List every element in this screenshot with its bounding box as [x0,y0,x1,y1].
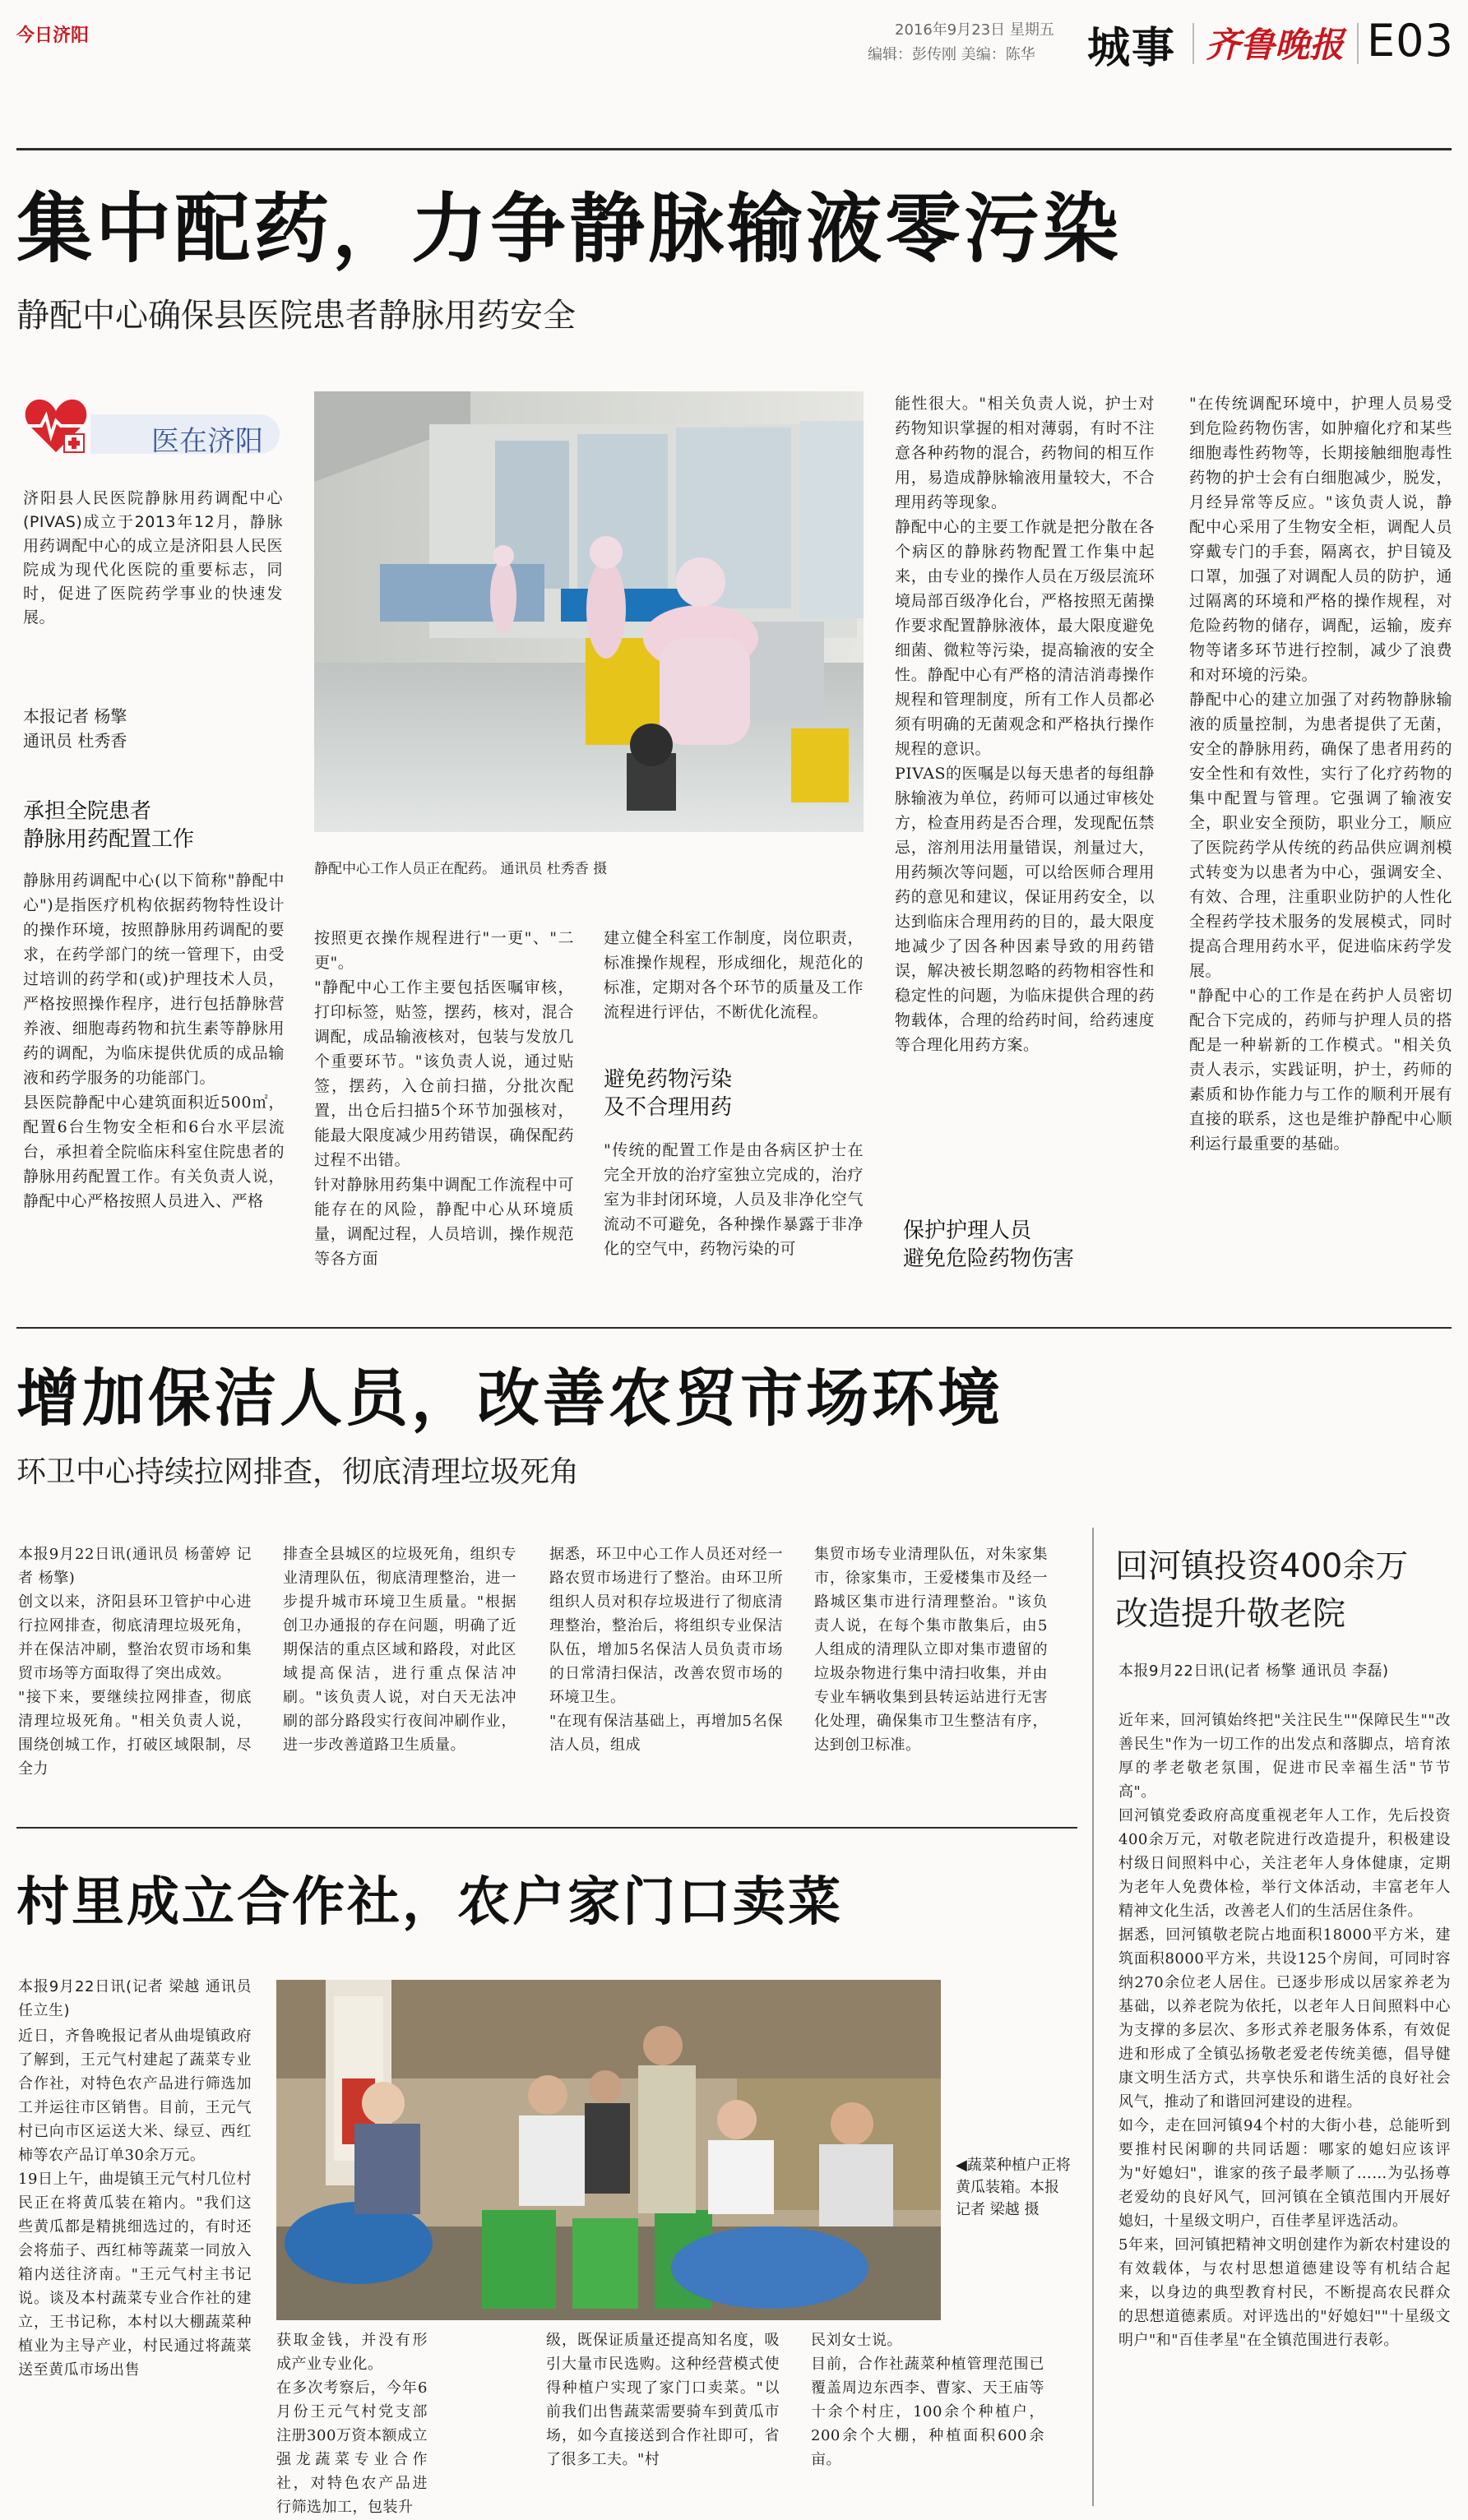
story4-byline: 本报9月22日讯(记者 梁越 通讯员 任立生) [18,1978,252,2019]
story3-body: 近年来，回河镇始终把"关注民生""保障民生""改善民生"作为一切工作的出发点和落脚点，培育浓厚的孝老敬老氛围，促进市民幸福生活"节节高"。 回河镇党委政府高度重视老年人工作，先后投资400余万元，对敬老院进行改造提升，积极建设村级日间照料中心，关注老年人身体健康，定期为老年人免费体检，举行文体活动，丰富老年人精神文化生活，改善老人们的生活居住条件。 据悉，回河镇敬老院占地面积18000平方米，建筑面积8000平方米，共设125个房间，可同时容纳270余位老人居住。已逐步形成以居家养老为基础，以养老院为依托，以老年人日间照料中心为支撑的多层次、多形式养老服务体系，有效促进和形成了全镇弘扬敬老爱老传统美德，倡导健康文明生活方式，共享快乐和谐生活的良好社会风气，推动了和谐回河建设的进程。 如今，走在回河镇94个村的大街小巷，总能听到要推村民闲聊的共同话题：哪家的媳妇应该评为"好媳妇"，谁家的孩子最孝顺了……为弘扬尊老爱幼的良好风气，回河镇在全镇范围内开展好媳妇，十星级文明户，百佳孝星评选活动。 5年来，回河镇把精神文明创建作为新农村建设的有效载体，与农村思想道德建设等有机结合起来，以身边的典型教育村民，不断提高农民群众的思想道德素质。对评选出的"好媳妇""十星级文明户"和"百佳孝星"在全镇范围进行表彰。 [1118,1712,1451,2349]
story4-column-1: 近日，齐鲁晚报记者从曲堤镇政府了解到，王元气村建起了蔬菜专业合作社，对特色农产品进行筛选加工并运往市区销售。目前，王元气村已向市区运送大米、绿豆、西红柿等农产品订单30余万元。 19日上午，曲堤镇王元气村几位村民正在将黄瓜装在箱内。"我们这些黄瓜都是精挑细选过的，有时还会将茄子、西红柿等蔬菜一同放入箱内送往济南。"王元气村主书记说。谈及本村蔬菜专业合作社的建立，王书记称，本村以大棚蔬菜种植业为主导产业，村民通过将蔬菜送至黄瓜市场出售 [18,2028,252,2379]
story4-column-4: 民刘女士说。 目前，合作社蔬菜种植管理范围已覆盖周边东西李、曹家、天王庙等十余个村庄，100余个种植户，200余个大棚，种植面积600余亩。 [811,2332,1044,2468]
story1-column-1: 静脉用药调配中心(以下简称"静配中心")是指医疗机构依据药物特性设计的操作环境，按照静脉用药调配的要求，在药学部门的统一管理下，由受过培训的药学和(或)护理技术人员，严格按照操作程序，进行包括静脉营养液、细胞毒药物和抗生素等静脉用药的调配，为临床提供优质的成品输液和药学服务的功能部门。 县医院静配中心建筑面积近500㎡，配置6台生物安全柜和6台水平层流台，承担着全院临床科室住院患者的静脉用药配置工作。有关负责人说，静配中心严格按照人员进入、严格 [23,872,285,1210]
issue-date: 2016年9月23日 星期五 [895,21,1054,39]
vegetable-photo [276,1980,941,2320]
header-divider [1357,23,1359,64]
badge-heart-icon [23,393,89,459]
story2-column-2: 排查全县城区的垃圾死角，组织专业清理队伍，彻底清理整治，进一步提升城市环境卫生质量。"根据创卫办通报的存在问题，明确了近期保洁的重点区域和路段，对此区域提高保洁，进行重点保洁冲刷。"该负责人说，对白天无法冲刷的部分路段实行夜间冲刷作业，进一步改善道路卫生质量。 [283,1546,516,1754]
story1-column-5: "在传统调配环境中，护理人员易受到危险药物伤害，如肿瘤化疗和某些细胞毒性药物等，长期接触细胞毒性药物的护士会有白细胞减少，脱发，月经异常等反应。"该负责人说，静配中心采用了生物安全柜，调配人员穿戴专门的手套，隔离衣，护目镜及口罩，加强了对调配人员的防护，通过隔离的环境和严格的操作规程，对危险药物的储存，调配，运输，废弃物等诸多环节进行控制，减少了浪费和对环境的污染。 静配中心的建立加强了对药物静脉输液的质量控制，为患者提供了无菌，安全的静脉用药，确保了患者用药的安全性和有效性，实行了化疗药物的集中配置与管理。它强调了输液安全，职业安全预防，职业分工，顺应了医院药学从传统的药品供应调剂模式转变为以患者为中心，强调安全、有效、合理，注重职业防护的人性化全程药学技术服务的发展模式，同时提高合理用药水平，促进临床药学发展。 "静配中心的工作是在药护人员密切配合下完成的，药师与护理人员的搭配是一种崭新的工作模式。"相关负责人表示，实践证明，护士，药师的素质和协作能力与工作的顺利开展有直接的联系，这也是维护静配中心顺利运行最重要的基础。 [1189,395,1452,1153]
pharmacy-photo-caption: 静配中心工作人员正在配药。 通讯员 杜秀香 摄 [314,861,608,877]
story1-lead: 济阳县人民医院静脉用药调配中心(PIVAS)成立于2013年12月，静脉用药调配中心的成立是济阳县人民医院成为现代化医院的重要标志，同时，促进了医院药学事业的快速发展。 [23,489,283,627]
story4-column-2: 获取金钱，并没有形成产业专业化。 在多次考察后，今年6月份王元气村党支部注册300万资本额成立强龙蔬菜专业合作社，对特色农产品进行筛选加工，包装升 [276,2332,428,2516]
story3-headline: 回河镇投资400余万 改造提升敬老院 [1115,1547,1409,1633]
story1-section-heading-1: 承担全院患者 静脉用药配置工作 [23,799,195,852]
issue-editors: 编辑：彭传刚 美编：陈华 [868,46,1035,63]
newspaper-logo: 齐鲁晚报 [1206,25,1345,65]
pharmacy-photo [314,391,864,832]
story3-byline: 本报9月22日讯(记者 杨擎 通讯员 李磊) [1118,1662,1389,1680]
story2-subhead: 环卫中心持续拉网排查，彻底清理垃圾死角 [16,1455,580,1489]
story1-subhead: 静配中心确保县医院患者静脉用药安全 [16,297,576,335]
header-divider [1192,23,1194,64]
story4-headline: 村里成立合作社，农户家门口卖菜 [16,1872,843,1933]
section-label: 今日济阳 [16,25,90,46]
header-rule [16,148,1452,150]
story1-bottom-rule [16,1327,1452,1329]
story1-column-3b: "传统的配置工作是由各病区护士在完全开放的治疗室独立完成的，治疗室为非封闭环境，人员及非净化空气流动不可避免，各种操作暴露于非净化的空气中，药物污染的可 [604,1141,864,1258]
story2-column-1: 本报9月22日讯(通讯员 杨蕾婷 记者 杨擎) 创文以来，济阳县环卫管护中心进行拉网排查，彻底清理垃圾死角，并在保洁冲刷，整治农贸市场和集贸市场等方面取得了突出成效。 "接下来，要继续拉网排查，彻底清理垃圾死角。"相关负责人说，围绕创城工作，打破区域限制，尽全力 [18,1546,252,1778]
story1-section-heading-2: 避免药物污染 及不合理用药 [604,1067,733,1120]
story1-headline: 集中配药，力争静脉输液零污染 [16,185,1123,273]
story1-section-heading-3: 保护护理人员 避免危险药物伤害 [903,1218,1075,1271]
column-badge-label: 医在济阳 [151,425,263,458]
story4-column-3: 级，既保证质量还提高知名度，吸引大量市民选购。这种经营模式使得种植户实现了家门口卖菜。"以前我们出售蔬菜需要骑车到黄瓜市场，如今直接送到合作社即可，省了很多工夫。"村 [546,2332,780,2468]
story2-column-3: 据悉，环卫中心工作人员还对经一路农贸市场进行了整治。由环卫所组织人员对积存垃圾进行了彻底清理整治，整治后，将组织专业保洁队伍，增加5名保洁人员负责市场的日常清扫保洁，改善农贸市场的环境卫生。 "在现有保洁基础上，再增加5名保洁人员，组成 [549,1546,783,1754]
story2-column-4: 集贸市场专业清理队伍，对朱家集市，徐家集市，王爱楼集市及经一路城区集市进行清理整治。"该负责人说，在每个集市散集后，由5人组成的清理队立即对集市遗留的垃圾杂物进行集中清扫收集，并由专业车辆收集到县转运站进行无害化处理，确保集市卫生整洁有序，达到创卫标准。 [814,1546,1048,1754]
vegetable-photo-caption: ◀蔬菜种植户正将黄瓜装箱。本报记者 梁越 摄 [956,2157,1071,2218]
story1-column-3a: 建立健全科室工作制度，岗位职责，标准操作规程，形成细化，规范化的标准，定期对各个环节的质量及工作流程进行评估，不断优化流程。 [604,929,864,1021]
story2-bottom-rule [16,1827,1077,1829]
story1-byline: 本报记者 杨擎 通讯员 杜秀香 [23,706,127,751]
story1-column-2: 按照更衣操作规程进行"一更"、"二更"。 "静配中心工作主要包括医嘱审核，打印标签，贴签，摆药，核对，混合调配，成品输液核对，包装与发放几个重要环节。"该负责人说，通过贴签，摆药，入仓前扫描，分批次配置，出仓后扫描5个环节加强核对，能最大限度减少用药错误，确保配药过程不出错。 针对静脉用药集中调配工作流程中可能存在的风险，静配中心从环境质量，调配过程，人员培训，操作规范等各方面 [314,929,574,1268]
page-number: E03 [1367,15,1454,67]
story-divider-vertical [1092,1528,1094,2506]
story2-headline: 增加保洁人员，改善农贸市场环境 [16,1362,1003,1435]
column-name: 城事 [1087,24,1177,73]
story1-column-4: 能性很大。"相关负责人说，护士对药物知识掌握的相对薄弱，有时不注意各种药物的混合，药物间的相互作用，易造成静脉输液用量较大，不合理用药等现象。 静配中心的主要工作就是把分散在各个病区的静脉药物配置工作集中起来，由专业的操作人员在万级层流环境局部百级净化台，严格按照无菌操作要求配置静脉液体，最大限度避免细菌、微粒等污染，提高输液的安全性。静配中心有严格的清洁消毒操作规程和管理制度，所有工作人员都必须有明确的无菌观念和严格执行操作规程的意识。 PIVAS的医嘱是以每天患者的每组静脉输液为单位，药师可以通过审核处方，检查用药是否合理，发现配伍禁忌，溶剂用法用量错误，剂量过大，用药频次等问题，可以给医师合理用药的意见和建议，保证用药安全，以达到临床合理用药的目的，最大限度地减少了因各种因素导致的用药错误，解决被长期忽略的药物相容性和稳定性的问题，为临床提供合理的药物载体，合理的给药时间，给药速度等合理化用药方案。 [895,395,1155,1054]
